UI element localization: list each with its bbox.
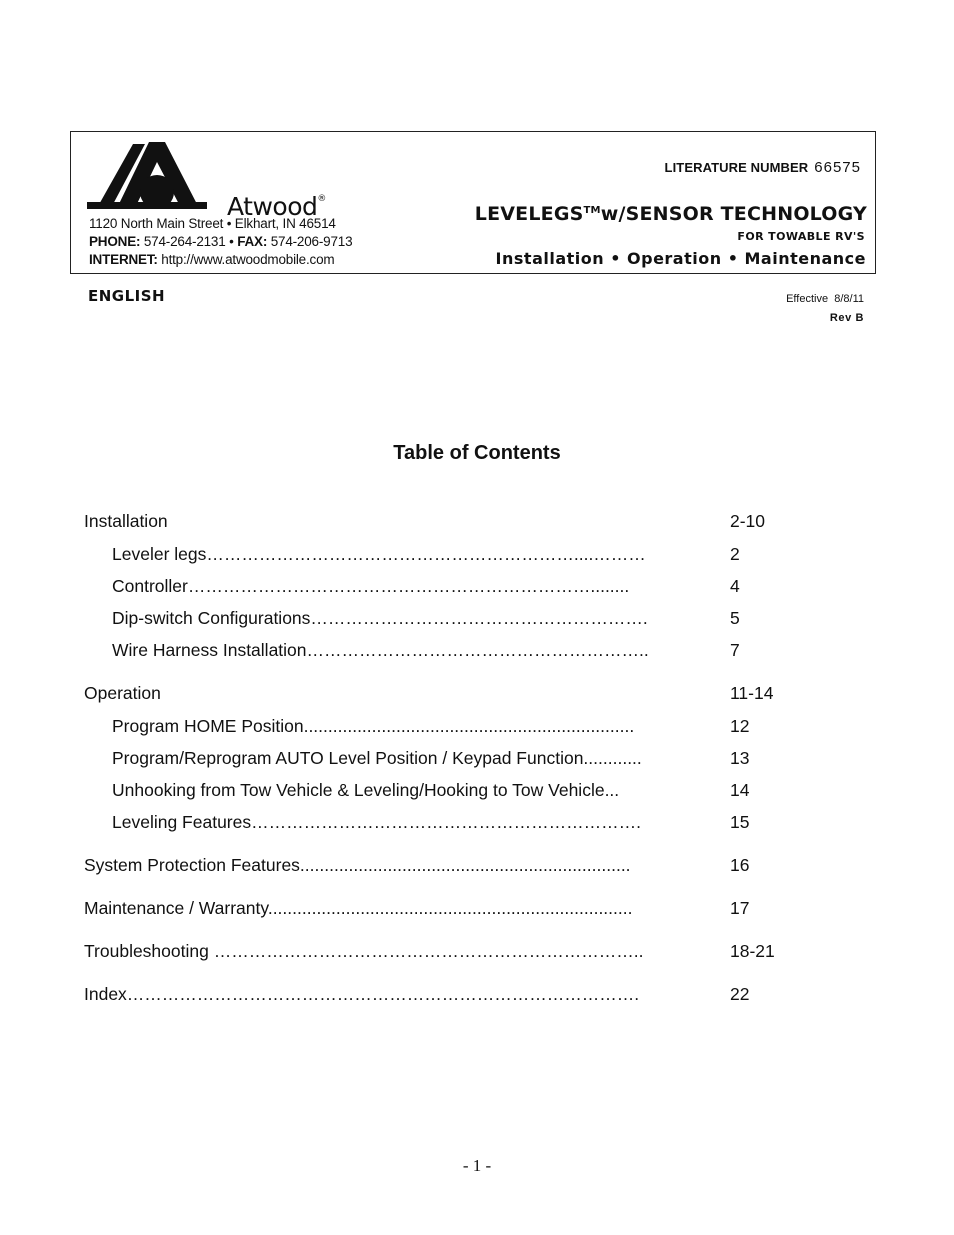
effective-date: Effective 8/8/11 [786, 293, 864, 305]
brand-name: Atwood® [227, 192, 326, 221]
toc-title: Table of Contents [393, 442, 561, 464]
product-for: FOR TOWABLE RV'S [737, 230, 865, 243]
manual-subtitle: Installation • Operation • Maintenance [495, 249, 866, 268]
internet-line: INTERNET: http://www.atwoodmobile.com [89, 252, 335, 267]
language-label: ENGLISH [88, 287, 166, 305]
page-number: - 1 - [462, 1156, 492, 1175]
document-header [70, 131, 876, 274]
product-title: LEVELEGS™w/SENSOR TECHNOLOGY [474, 203, 867, 225]
atwood-a-logo-icon [87, 140, 227, 212]
revision-label: Rev B [829, 312, 864, 324]
literature-number: LITERATURE NUMBER 66575 [664, 159, 861, 176]
phone-fax-line: PHONE: 574-264-2131 • FAX: 574-206-9713 [89, 234, 353, 249]
address-line: 1120 North Main Street • Elkhart, IN 46514 [89, 216, 336, 231]
